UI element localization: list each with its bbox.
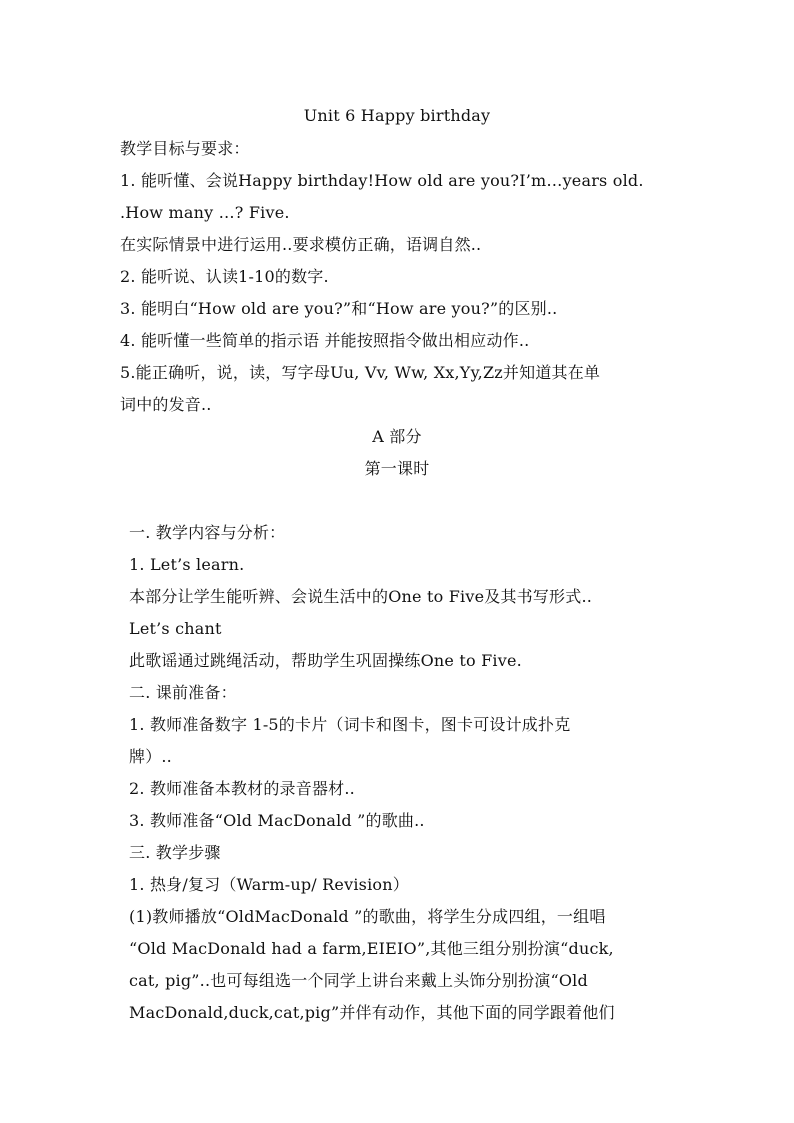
step-1-line-1: (1)教师播放“OldMacDonald ”的歌曲，将学生分成四组，一组唱 <box>129 907 606 926</box>
steps-heading: 三. 教学步骤 <box>129 843 221 862</box>
objective-5-line-2: 词中的发音.. <box>120 395 212 414</box>
preparation-3: 3. 教师准备“Old MacDonald ”的歌曲.. <box>129 811 425 830</box>
objective-1-line-2: .How many …? Five. <box>120 203 290 222</box>
content-analysis-heading: 一. 教学内容与分析： <box>129 523 286 542</box>
lets-chant-title: Let’s chant <box>129 619 222 638</box>
preparation-1-line-1: 1. 教师准备数字 1-5的卡片（词卡和图卡，图卡可设计成扑克 <box>129 715 571 734</box>
objective-2: 2. 能听说、认读1-10的数字. <box>120 267 329 286</box>
preparation-heading: 二. 课前准备： <box>129 683 237 702</box>
lets-chant-description: 此歌谣通过跳绳活动，帮助学生巩固操练One to Five. <box>129 651 522 670</box>
step-1-line-3: cat, pig”..也可每组选一个同学上讲台来戴上头饰分别扮演“Old <box>129 971 588 990</box>
step-1-title: 1. 热身/复习（Warm-up/ Revision） <box>129 875 409 894</box>
preparation-1-line-2: 牌）.. <box>129 747 172 766</box>
step-1-line-2: “Old MacDonald had a farm,EIEIO”,其他三组分别扮演“duck, <box>129 939 614 958</box>
objective-3: 3. 能明白“How old are you?”和“How are you?”的区别.. <box>120 299 558 318</box>
section-lesson-title: 第一课时 <box>364 459 430 478</box>
objective-4: 4. 能听懂一些简单的指示语 并能按照指令做出相应动作.. <box>120 331 530 350</box>
objective-1-line-1: 1. 能听懂、会说Happy birthday!How old are you?I’m…years old. <box>120 171 644 190</box>
lets-learn-description: 本部分让学生能听辨、会说生活中的One to Five及其书写形式.. <box>129 587 593 606</box>
lets-learn-title: 1. Let’s learn. <box>129 555 245 574</box>
preparation-2: 2. 教师准备本教材的录音器材.. <box>129 779 355 798</box>
document-title: Unit 6 Happy birthday <box>303 106 491 125</box>
section-part-title: A 部分 <box>372 427 422 446</box>
step-1-line-4: MacDonald,duck,cat,pig”并伴有动作，其他下面的同学跟着他们 <box>129 1003 615 1022</box>
objective-5-line-1: 5.能正确听，说，读，写字母Uu, Vv, Ww, Xx,Yy,Zz并知道其在单 <box>120 363 601 382</box>
objectives-heading: 教学目标与要求： <box>120 139 250 158</box>
objective-1-line-3: 在实际情景中进行运用..要求模仿正确，语调自然.. <box>120 235 482 254</box>
